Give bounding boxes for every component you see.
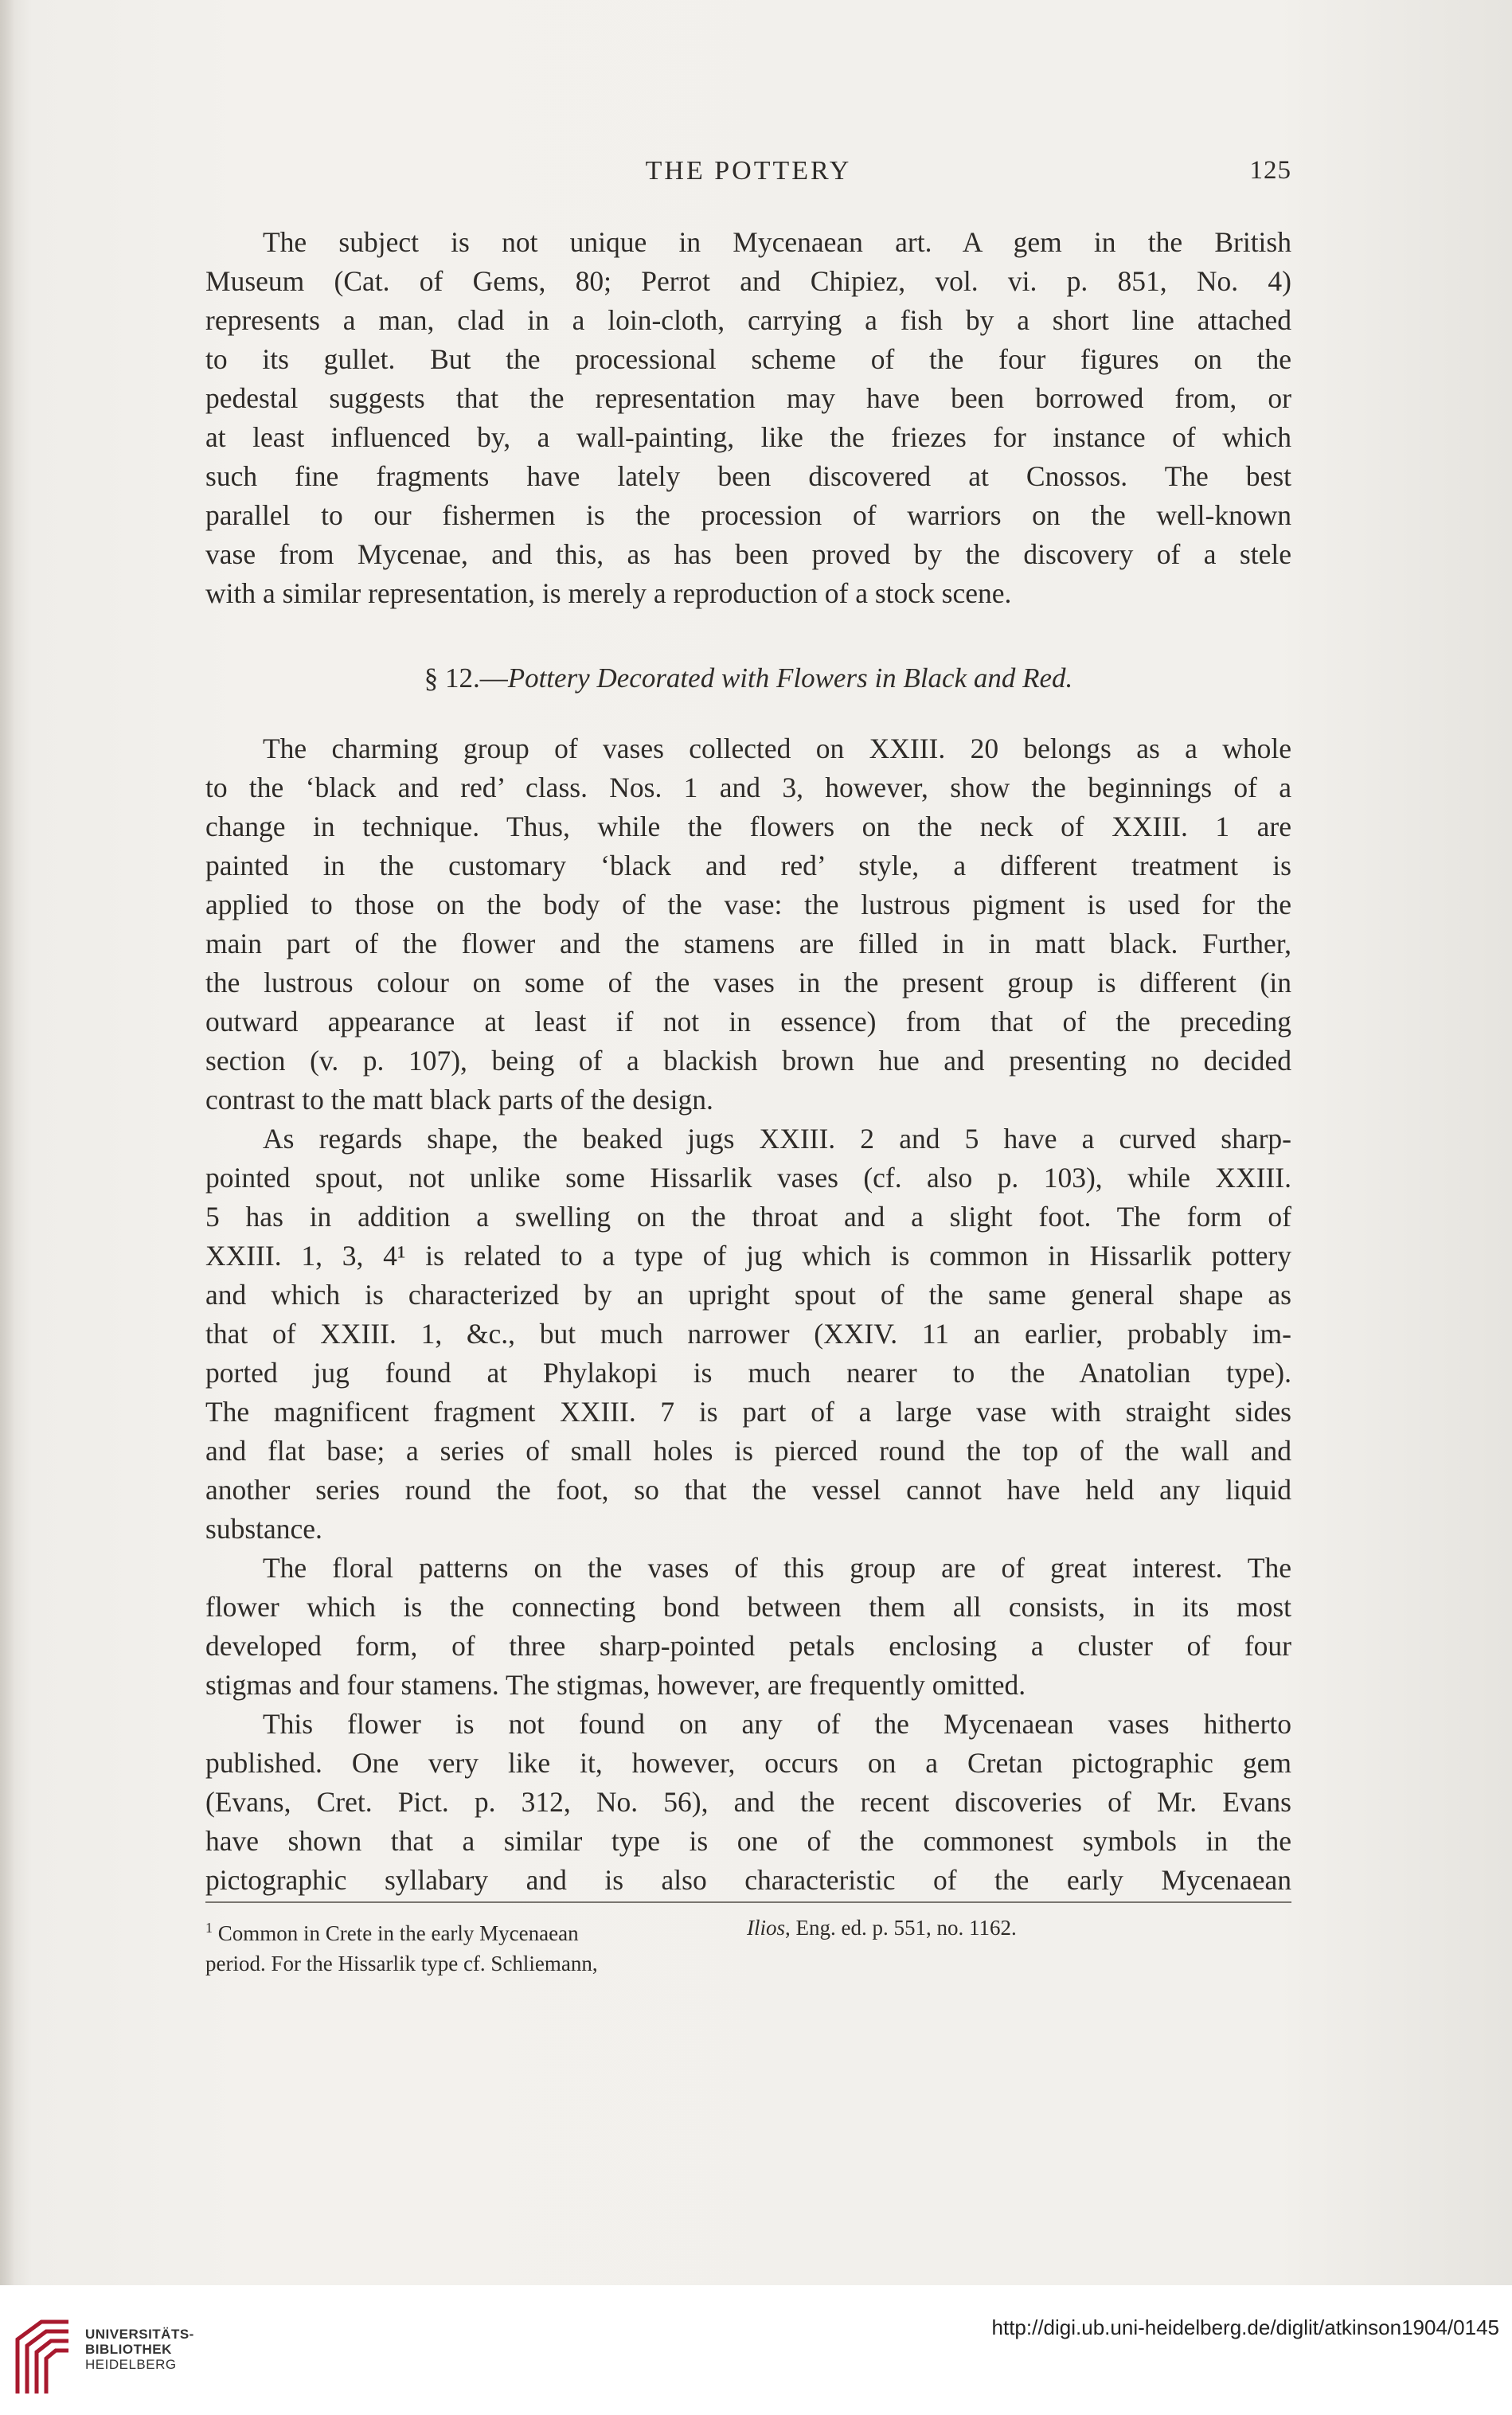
text-line: represents a man, clad in a loin-cloth, carrying a fish by a short line attached xyxy=(205,304,1291,336)
footnote-rule xyxy=(205,1901,1291,1903)
text-line: at least influenced by, a wall-painting, like the friezes for instance of which xyxy=(205,421,1291,453)
running-title: THE POTTERY xyxy=(645,156,852,186)
text-line: to its gullet. But the processional scheme of the four figures on the xyxy=(205,343,1291,375)
text-line: pedestal suggests that the representation may have been borrowed from, or xyxy=(205,382,1291,414)
library-footer xyxy=(0,2285,1512,2415)
paragraph-1 xyxy=(205,223,1291,613)
footnote-marker: 1 xyxy=(205,1920,213,1936)
footnote-text: Common in Crete in the early Mycenaean xyxy=(217,1921,579,1945)
text-line: 5 has in addition a swelling on the throat and a slight foot. The form of xyxy=(205,1201,1291,1233)
logo-line: HEIDELBERG xyxy=(85,2357,177,2372)
library-logo[interactable] xyxy=(10,2315,194,2403)
section-heading xyxy=(205,662,1291,694)
text-line: published. One very like it, however, occurs on a Cretan pictographic gem xyxy=(205,1747,1291,1779)
text-line: section (v. p. 107), being of a blackish brown hue and presenting no decided xyxy=(205,1045,1291,1077)
footnote-line xyxy=(205,1913,747,1948)
text-line: The magnificent fragment XXIII. 7 is part of a large vase with straight sides xyxy=(205,1396,1291,1428)
text-line: that of XXIII. 1, &c., but much narrower (XXIV. 11 an earlier, probably im- xyxy=(205,1318,1291,1350)
text-line: This flower is not found on any of the Mycenaean vases hitherto xyxy=(263,1708,1291,1740)
text-line: The floral patterns on the vases of this group are of great interest. The xyxy=(263,1552,1291,1584)
text-line: The subject is not unique in Mycenaean art. A gem in the British xyxy=(263,226,1291,258)
text-line: painted in the customary ‘black and red’ style, a different treatment is xyxy=(205,850,1291,881)
text-line: the lustrous colour on some of the vases in the present group is different (in xyxy=(205,967,1291,998)
text-line: outward appearance at least if not in essence) from that of the preceding xyxy=(205,1006,1291,1038)
text-line: vase from Mycenae, and this, as has been proved by the discovery of a stele xyxy=(205,538,1291,570)
library-logo-icon xyxy=(10,2315,76,2398)
text-line: main part of the flower and the stamens are filled in in matt black. Further, xyxy=(205,928,1291,959)
library-logo-text xyxy=(85,2327,194,2372)
running-head xyxy=(205,156,1291,196)
footnote-text: , Eng. ed. p. 551, no. 1162. xyxy=(785,1916,1017,1940)
text-line: ported jug found at Phylakopi is much nearer to the Anatolian type). xyxy=(205,1357,1291,1389)
text-line: such fine fragments have lately been discovered at Cnossos. The best xyxy=(205,460,1291,492)
text-line: (Evans, Cret. Pict. p. 312, No. 56), and the recent discoveries of Mr. Evans xyxy=(205,1786,1291,1818)
footnote-italic: Ilios xyxy=(747,1916,786,1940)
text-line: applied to those on the body of the vase: the lustrous pigment is used for the xyxy=(205,889,1291,920)
footnote-col-1 xyxy=(205,1913,747,1979)
text-line: pointed spout, not unlike some Hissarlik vases (cf. also p. 103), while XXIII. xyxy=(205,1162,1291,1194)
logo-line: UNIVERSITÄTS- xyxy=(85,2327,194,2342)
text-line: As regards shape, the beaked jugs XXIII. 2 and 5 have a curved sharp- xyxy=(263,1123,1291,1155)
footnote-col-2 xyxy=(747,1913,1291,1943)
page-number: 125 xyxy=(1249,156,1291,185)
logo-line: BIBLIOTHEK xyxy=(85,2342,172,2357)
text-line: have shown that a similar type is one of the commonest symbols in the xyxy=(205,1825,1291,1857)
text-line: contrast to the matt black parts of the design. xyxy=(205,1084,713,1116)
text-line: Museum (Cat. of Gems, 80; Perrot and Chipiez, vol. vi. p. 851, No. 4) xyxy=(205,265,1291,297)
text-line: with a similar representation, is merely a reproduction of a stock scene. xyxy=(205,577,1012,609)
footnote-line: period. For the Hissarlik type cf. Schliemann, xyxy=(205,1952,598,1975)
text-line: stigmas and four stamens. The stigmas, however, are frequently omitted. xyxy=(205,1669,1026,1701)
text-line: change in technique. Thus, while the flowers on the neck of XXIII. 1 are xyxy=(205,811,1291,842)
text-line: to the ‘black and red’ class. Nos. 1 and 3, however, show the beginnings of a xyxy=(205,772,1291,803)
paragraph-5 xyxy=(205,1705,1291,1900)
text-line: developed form, of three sharp-pointed petals enclosing a cluster of four xyxy=(205,1630,1291,1662)
page-edge-shadow xyxy=(0,0,14,2415)
text-line: and which is characterized by an upright spout of the same general shape as xyxy=(205,1279,1291,1311)
text-line: XXIII. 1, 3, 4¹ is related to a type of jug which is common in Hissarlik pottery xyxy=(205,1240,1291,1272)
text-line: flower which is the connecting bond between them all consists, in its most xyxy=(205,1591,1291,1623)
text-line: parallel to our fishermen is the procession of warriors on the well-known xyxy=(205,499,1291,531)
paragraph-2 xyxy=(205,729,1291,1120)
text-line: another series round the foot, so that the vessel cannot have held any liquid xyxy=(205,1474,1291,1506)
paragraph-3 xyxy=(205,1120,1291,1549)
section-title: Pottery Decorated with Flowers in Black and Red. xyxy=(507,662,1073,694)
paragraph-4 xyxy=(205,1549,1291,1705)
text-line: substance. xyxy=(205,1513,322,1545)
text-line: pictographic syllabary and is also characteristic of the early Mycenaean xyxy=(205,1864,1291,1896)
source-url-link[interactable]: http://digi.ub.uni-heidelberg.de/diglit/atkinson1904/0145 xyxy=(991,2315,1499,2339)
text-line: and flat base; a series of small holes is pierced round the top of the wall and xyxy=(205,1435,1291,1467)
text-line: The charming group of vases collected on XXIII. 20 belongs as a whole xyxy=(263,733,1291,764)
section-number: § 12.— xyxy=(424,662,508,694)
